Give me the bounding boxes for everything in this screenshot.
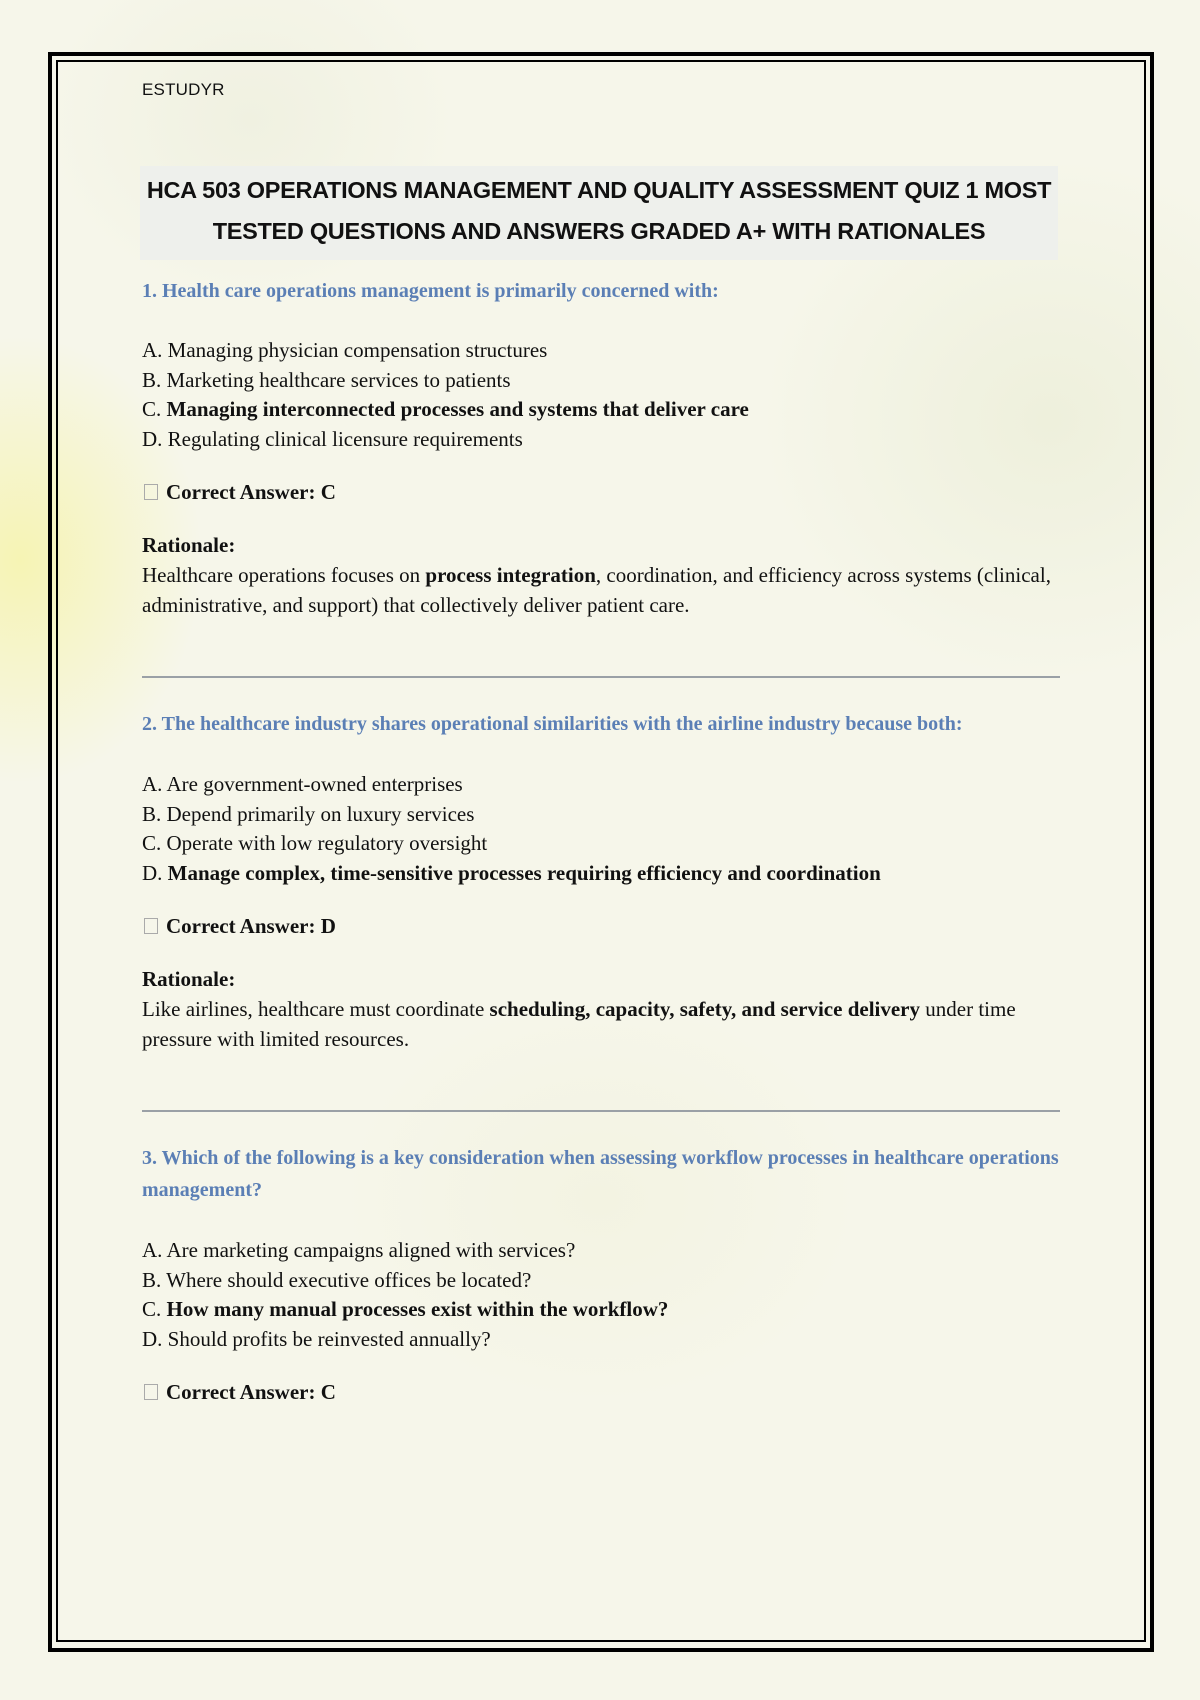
question-text-1: 1. Health care operations management is primarily concerned with:	[142, 280, 719, 302]
rationale-1-bold: process integration	[425, 563, 596, 587]
document-title	[140, 166, 1058, 260]
rationale-label-1: Rationale:	[142, 533, 236, 557]
correct-answer-2	[142, 914, 1062, 939]
option-1c-letter: C.	[142, 397, 167, 421]
question-block-2	[142, 708, 1062, 1054]
rationale-1-pre: Healthcare operations focuses on	[142, 563, 426, 587]
option-3c	[142, 1295, 1062, 1325]
correct-answer-3	[142, 1380, 1062, 1405]
rationale-2-pre: Like airlines, healthcare must coordinate	[142, 997, 490, 1021]
section-divider-1	[142, 676, 1060, 678]
rationale-label-2: Rationale:	[142, 967, 236, 991]
option-1b: B. Marketing healthcare services to patients	[142, 367, 511, 392]
correct-answer-2-text: Correct Answer: D	[166, 914, 336, 938]
options-list-3	[142, 1236, 1062, 1354]
question-text-3: 3. Which of the following is a key consideration when assessing workflow processes in healthcare operations management?	[142, 1147, 1059, 1201]
option-3c-text: How many manual processes exist within the workflow?	[166, 1297, 669, 1321]
rationale-2-post: under time pressure with limited resources.	[142, 997, 1016, 1051]
option-2d-text: Manage complex, time-sensitive processes requiring efficiency and coordination	[167, 860, 881, 885]
option-2d-letter: D.	[142, 860, 168, 885]
rationale-2-bold: scheduling, capacity, safety, and service delivery	[489, 997, 921, 1021]
section-divider-2	[142, 1110, 1060, 1112]
option-2d	[142, 859, 1062, 889]
option-3d: D. Should profits be reinvested annually?	[142, 1326, 491, 1351]
correct-answer-3-text: Correct Answer: C	[166, 1380, 336, 1404]
option-3b: B. Where should executive offices be located?	[142, 1267, 532, 1292]
option-2c: C. Operate with low regulatory oversight	[142, 831, 488, 855]
option-3c-letter: C.	[142, 1297, 167, 1321]
question-block-3	[142, 1142, 1062, 1405]
rationale-text-2	[142, 994, 1062, 1054]
option-1d: D. Regulating clinical licensure requirements	[142, 426, 523, 451]
option-3a: A. Are marketing campaigns aligned with services?	[142, 1238, 576, 1262]
option-2b: B. Depend primarily on luxury services	[142, 801, 475, 826]
option-2a: A. Are government-owned enterprises	[142, 772, 463, 796]
title-line-1: HCA 503 OPERATIONS MANAGEMENT AND QUALITY ASSESSMENT QUIZ 1 MOST	[146, 177, 1052, 203]
correct-answer-1	[142, 480, 1062, 505]
rationale-1-post: , coordination, and efficiency across systems (clinical, administrative, and support) that collectively deliver patient care.	[142, 563, 1051, 617]
title-line-2: TESTED QUESTIONS AND ANSWERS GRADED A+ WITH RATIONALES	[212, 218, 986, 244]
document-content	[142, 78, 1062, 1405]
rationale-text-1	[142, 560, 1062, 620]
checkbox-icon	[144, 918, 158, 934]
option-1c	[142, 395, 1062, 425]
question-block-1	[142, 275, 1062, 620]
options-list-2	[142, 770, 1062, 888]
option-1a: A. Managing physician compensation structures	[142, 338, 548, 362]
checkbox-icon	[144, 484, 158, 500]
checkbox-icon	[144, 1384, 158, 1400]
options-list-1	[142, 336, 1062, 454]
question-text-2: 2. The healthcare industry shares operational similarities with the airline industry because both:	[142, 713, 963, 735]
correct-answer-1-text: Correct Answer: C	[166, 480, 336, 504]
brand-header: ESTUDYR	[142, 80, 225, 99]
option-1c-text: Managing interconnected processes and systems that deliver care	[166, 397, 749, 421]
